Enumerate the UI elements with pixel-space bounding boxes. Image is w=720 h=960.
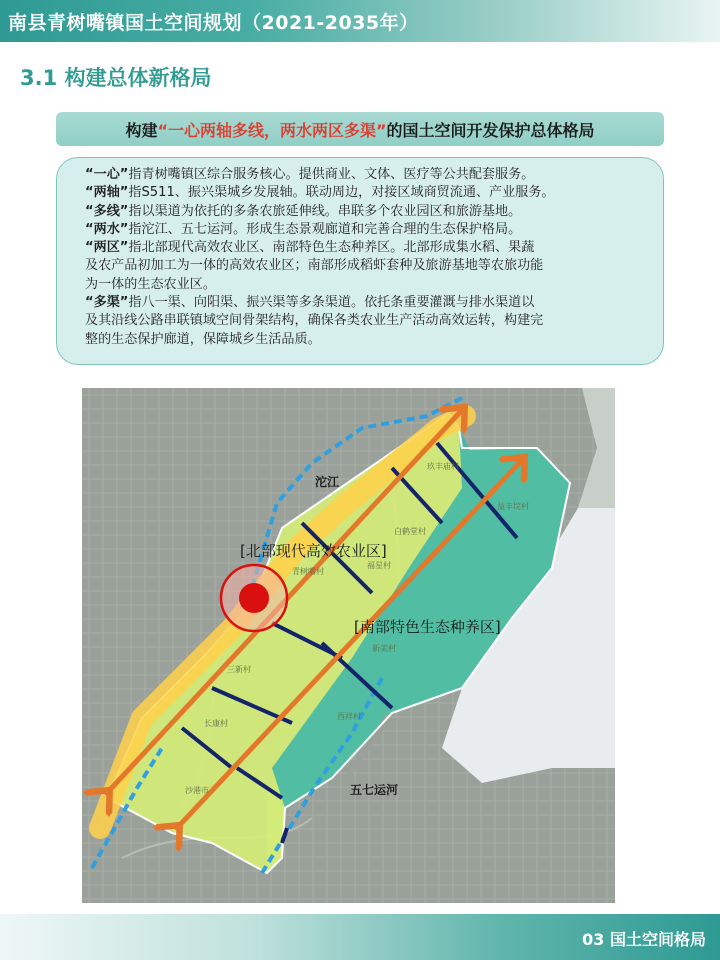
map-canvas	[82, 388, 615, 903]
desc-line: “多线”指以渠道为依托的多条农旅延伸线。串联多个农业园区和旅游基地。	[85, 203, 522, 219]
south-zone-label: [南部特色生态种养区]	[354, 618, 501, 636]
desc-line: 及其沿线公路串联镇域空间骨架结构，确保各类农业生产活动高效运转，构建完	[85, 313, 544, 329]
desc-term: “一心”	[85, 167, 129, 182]
document-title: 南县青树嘴镇国土空间规划（2021-2035年）	[8, 12, 419, 34]
village-label: 沙港市	[185, 786, 209, 795]
village-label: 益丰垸村	[497, 502, 529, 511]
chapter-label: 03 国土空间格局	[582, 930, 706, 949]
desc-term: “两区”	[85, 240, 129, 256]
desc-line: “多渠”指八一渠、向阳渠、振兴渠等多条渠道。依托条重要灌溉与排水渠道以	[85, 295, 535, 311]
desc-term: “两轴”	[85, 185, 129, 201]
desc-line: 整的生态保护廊道，保障城乡生活品质。	[85, 331, 321, 347]
village-label: 长康村	[204, 719, 228, 728]
desc-line: “两水”指沱江、五七运河。形成生态景观廊道和完善合理的生态保护格局。	[85, 221, 522, 237]
desc-term: “多渠”	[85, 295, 129, 311]
description-box	[56, 157, 664, 365]
pattern-banner	[56, 112, 664, 146]
desc-line: 及农产品初加工为一体的高效农业区；南部形成稻虾套种及旅游基地等农旅功能	[85, 258, 544, 274]
desc-line: “两轴”指S511、振兴渠城乡发展轴。联动周边，对接区域商贸流通、产业服务。	[85, 185, 555, 201]
banner-suffix: 的国土空间开发保护总体格局	[386, 120, 595, 140]
banner-prefix: 构建	[125, 120, 158, 140]
desc-line: 为一体的生态农业区。	[85, 276, 216, 292]
town-center-core	[239, 583, 269, 613]
spatial-pattern-map	[82, 388, 615, 903]
desc-line: “一心”指青树嘴镇区综合服务核心。提供商业、文体、医疗等公共配套服务。	[85, 167, 535, 182]
desc-term: “两水”	[85, 221, 129, 237]
village-label: 三新村	[227, 665, 251, 674]
village-label: 西祥村	[337, 712, 361, 721]
north-zone-label: [北部现代高效农业区]	[240, 542, 387, 560]
desc-term: “多线”	[85, 203, 129, 219]
tuo-river-label: 沱江	[315, 475, 340, 489]
village-label: 青树嘴村	[292, 567, 324, 576]
village-label: 白鹤堂村	[394, 527, 426, 536]
banner-highlight: “一心两轴多线，两水两区多渠”	[157, 120, 387, 140]
desc-line: “两区”指北部现代高效农业区、南部特色生态种养区。北部形成集水稻、果蔬	[85, 240, 535, 256]
village-label: 福星村	[367, 561, 391, 570]
village-label: 新美村	[372, 644, 396, 653]
section-heading: 3.1 构建总体新格局	[20, 66, 212, 90]
village-label: 玖丰庙村	[427, 462, 459, 471]
canal-label: 五七运河	[350, 783, 399, 797]
